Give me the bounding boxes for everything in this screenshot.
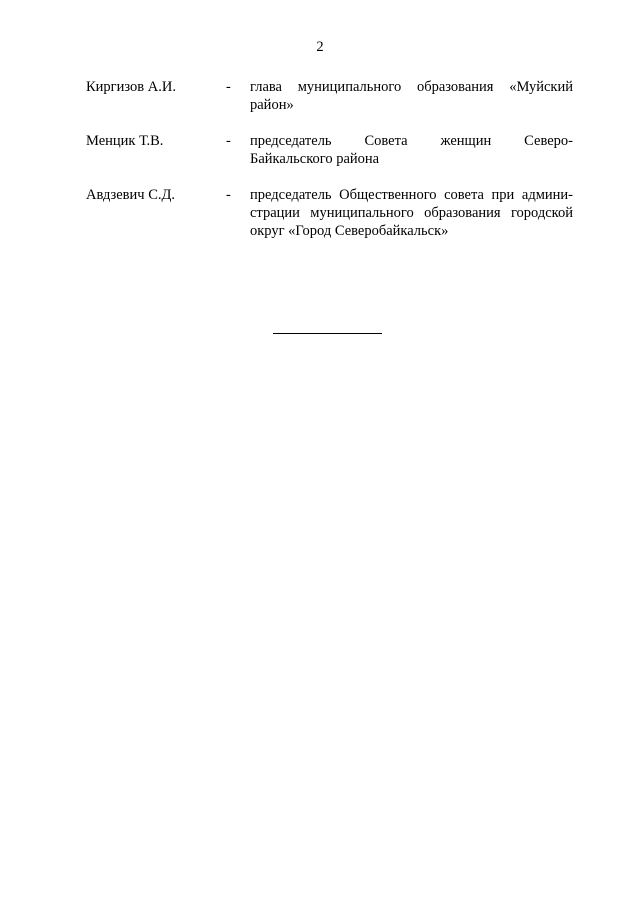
member-name: Менцик Т.В. (86, 133, 164, 149)
member-role-line: округ «Город Северобайкальск» (250, 223, 449, 239)
closing-divider (273, 333, 382, 334)
member-entry (0, 132, 640, 186)
member-list (0, 78, 640, 246)
member-role-line: глава муниципального образования «Муйский (250, 79, 573, 95)
member-role-line: председатель Совета женщин Северо- (250, 133, 573, 149)
page-number: 2 (316, 39, 324, 55)
member-role (250, 78, 573, 114)
member-entry (0, 186, 640, 246)
member-role (250, 186, 573, 240)
member-dash: - (226, 187, 231, 203)
member-entry (0, 78, 640, 132)
member-role-line: Байкальского района (250, 151, 380, 167)
member-dash: - (226, 79, 231, 95)
member-role (250, 132, 573, 168)
member-role-line: страции муниципального образования городской (250, 205, 573, 221)
member-role-line: председатель Общественного совета при админи- (250, 187, 573, 203)
member-name: Киргизов А.И. (86, 79, 176, 95)
member-role-line: район» (250, 97, 294, 113)
member-name: Авдзевич С.Д. (86, 187, 176, 203)
member-dash: - (226, 133, 231, 149)
